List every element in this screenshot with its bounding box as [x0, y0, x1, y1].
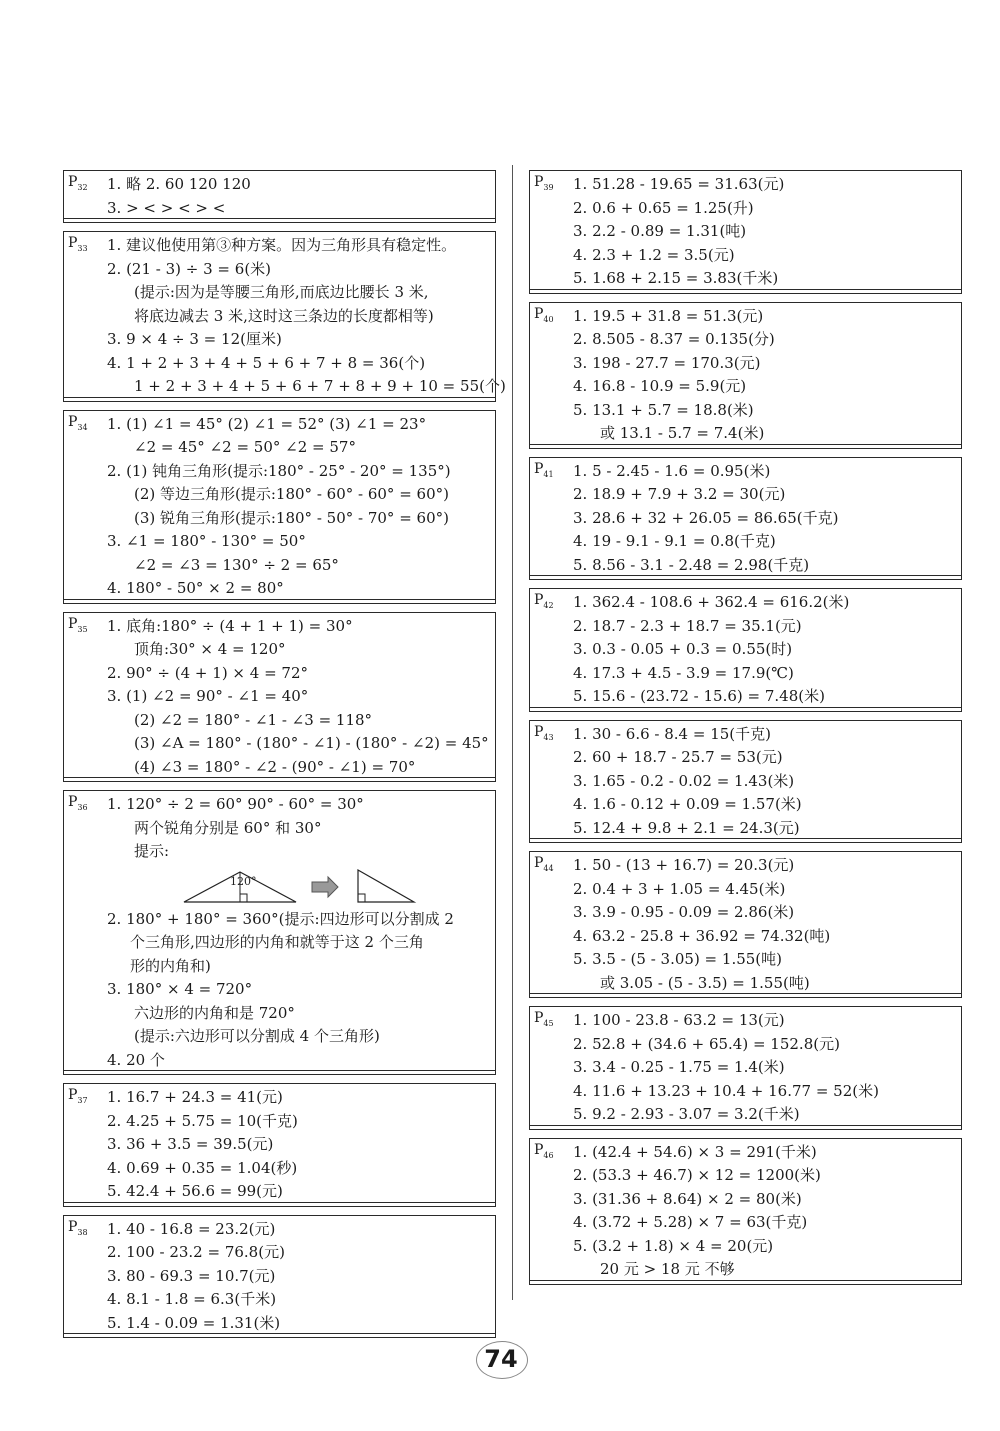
answer-line: 1. 100 - 23.8 - 63.2 = 13(元) — [573, 1011, 785, 1029]
answer-line: 2. 8.505 - 8.37 = 0.135(分) — [573, 330, 775, 348]
answer-line: 3. 3.4 - 0.25 - 1.75 = 1.4(米) — [573, 1058, 785, 1076]
answer-line: 2. (1) 钝角三角形(提示:180° - 25° - 20° = 135°) — [107, 461, 451, 480]
answer-column-right — [529, 170, 962, 1293]
answer-line: 3. 2.2 - 0.89 = 1.31(吨) — [573, 222, 747, 240]
page-reference-label — [534, 1011, 554, 1031]
page-reference-letter: P — [68, 413, 78, 430]
page-reference-number: 46 — [543, 1150, 554, 1160]
apex-angle-label: 120° — [230, 874, 257, 888]
answer-line: 20 元 > 18 元 不够 — [600, 1260, 735, 1278]
answer-line: 3. 80 - 69.3 = 10.7(元) — [107, 1266, 276, 1285]
page-reference-letter: P — [534, 1010, 544, 1026]
answer-line: 1. 30 - 6.6 - 8.4 = 15(千克) — [573, 724, 771, 743]
answer-line: (4) ∠3 = 180° - ∠2 - (90° - ∠1) = 70° — [134, 757, 416, 776]
answer-line: 3. 9 × 4 ÷ 3 = 12(厘米) — [107, 330, 282, 348]
answer-box-p32 — [63, 170, 496, 223]
answer-line: 1. 16.7 + 24.3 = 41(元) — [107, 1088, 283, 1106]
answer-line: 3. ∠1 = 180° - 130° = 50° — [107, 532, 306, 550]
answer-line: 4. 0.69 + 0.35 = 1.04(秒) — [107, 1158, 298, 1177]
page-reference-letter: P — [68, 174, 78, 190]
answer-line: 形的内角和) — [130, 956, 211, 975]
answer-line: 4. 1 + 2 + 3 + 4 + 5 + 6 + 7 + 8 = 36(个) — [107, 353, 426, 372]
answer-line: 3. (1) ∠2 = 90° - ∠1 = 40° — [107, 687, 309, 705]
page-reference-number: 42 — [543, 600, 554, 610]
page-reference-number: 43 — [543, 732, 554, 742]
answer-line: 2. 4.25 + 5.75 = 10(千克) — [107, 1111, 298, 1130]
answer-box-p45 — [529, 1006, 962, 1130]
answer-line: 或 3.05 - (5 - 3.5) = 1.55(吨) — [600, 973, 810, 992]
answer-line: 3. 1.65 - 0.2 - 0.02 = 1.43(米) — [573, 771, 795, 790]
page-number: 74 — [470, 1339, 532, 1379]
answer-line: 3. 36 + 3.5 = 39.5(元) — [107, 1135, 274, 1153]
answer-box-p35 — [63, 612, 496, 783]
answer-line: (提示:因为是等腰三角形,而底边比腰长 3 米, — [134, 283, 429, 301]
answer-line: 个三角形,四边形的内角和就等于这 2 个三角 — [130, 933, 424, 951]
page-reference-number: 37 — [77, 1095, 88, 1105]
answer-line: 1. 40 - 16.8 = 23.2(元) — [107, 1219, 276, 1238]
answer-line: 1. 50 - (13 + 16.7) = 20.3(元) — [573, 856, 795, 874]
answer-line: 5. 12.4 + 9.8 + 2.1 = 24.3(元) — [573, 818, 800, 837]
page-reference-letter: P — [534, 592, 544, 608]
answer-line: 5. 3.5 - (5 - 3.05) = 1.55(吨) — [573, 950, 782, 968]
page-reference-label — [534, 462, 554, 482]
answer-line: 5. 9.2 - 2.93 - 3.07 = 3.2(千米) — [573, 1105, 800, 1123]
answer-line: 1. (1) ∠1 = 45° (2) ∠1 = 52° (3) ∠1 = 23° — [107, 414, 427, 433]
answer-line: 1. 5 - 2.45 - 1.6 = 0.95(米) — [573, 461, 771, 480]
answer-box-p46 — [529, 1138, 962, 1285]
answer-line: 4. 11.6 + 13.23 + 10.4 + 16.77 = 52(米) — [573, 1081, 879, 1100]
page-reference-letter: P — [68, 1087, 78, 1103]
page-reference-number: 41 — [543, 469, 554, 479]
page-reference-label — [68, 1220, 88, 1240]
answer-line: 3. 3.9 - 0.95 - 0.09 = 2.86(米) — [573, 903, 795, 921]
answer-line: 4. 180° - 50° × 2 = 80° — [107, 579, 284, 597]
answer-box-p33 — [63, 231, 506, 402]
page-reference-label — [534, 307, 554, 327]
page-reference-label — [68, 617, 88, 637]
answer-line: 5. 8.56 - 3.1 - 2.48 = 2.98(千克) — [573, 555, 810, 574]
answer-line: 2. (21 - 3) ÷ 3 = 6(米) — [107, 259, 272, 278]
answer-line: 1. 51.28 - 19.65 = 31.63(元) — [573, 175, 785, 193]
page-reference-label — [534, 856, 554, 876]
answer-line: 两个锐角分别是 60° 和 30° — [134, 818, 322, 837]
page-reference-letter: P — [534, 1141, 544, 1158]
answer-line: 1. 底角:180° ÷ (4 + 1 + 1) = 30° — [107, 616, 353, 635]
answer-line: ∠2 = ∠3 = 130° ÷ 2 = 65° — [134, 555, 339, 574]
answer-box-p36 — [63, 790, 496, 1075]
answer-box-p44 — [529, 851, 962, 998]
answer-box-p42 — [529, 588, 962, 712]
answer-line: 3. 198 - 27.7 = 170.3(元) — [573, 353, 761, 372]
answer-line: 2. 18.9 + 7.9 + 3.2 = 30(元) — [573, 485, 786, 503]
answer-box-p40 — [529, 302, 962, 449]
answer-line: 提示: — [134, 842, 170, 860]
answer-box-p38 — [63, 1215, 496, 1339]
page-reference-letter: P — [68, 794, 78, 810]
page-reference-letter: P — [68, 235, 78, 251]
answer-line: 5. 1.4 - 0.09 = 1.31(米) — [107, 1313, 281, 1332]
answer-line: 5. 15.6 - (23.72 - 15.6) = 7.48(米) — [573, 687, 825, 705]
page-reference-label — [68, 415, 88, 435]
answer-line: 或 13.1 - 5.7 = 7.4(米) — [600, 424, 765, 442]
answer-line: 3. 180° × 4 = 720° — [107, 980, 253, 998]
page-reference-number: 35 — [77, 624, 88, 634]
answer-line: 1 + 2 + 3 + 4 + 5 + 6 + 7 + 8 + 9 + 10 = 55(个) — [134, 377, 506, 395]
answer-line: 4. 2.3 + 1.2 = 3.5(元) — [573, 245, 735, 264]
answer-column-left — [63, 170, 506, 1346]
answer-line: 1. 120° ÷ 2 = 60° 90° - 60° = 30° — [107, 795, 364, 813]
answer-line: (3) 锐角三角形(提示:180° - 50° - 70° = 60°) — [134, 508, 449, 527]
answer-line: 4. 17.3 + 4.5 - 3.9 = 17.9(℃) — [573, 663, 794, 682]
page-reference-number: 36 — [77, 802, 88, 812]
answer-line: ∠2 = 45° ∠2 = 50° ∠2 = 57° — [134, 438, 356, 456]
answer-line: 1. 19.5 + 31.8 = 51.3(元) — [573, 306, 764, 325]
page-reference-number: 34 — [77, 422, 88, 432]
answer-line: 2. 0.4 + 3 + 1.05 = 4.45(米) — [573, 879, 786, 898]
page-reference-number: 33 — [77, 243, 88, 253]
page-reference-number: 38 — [77, 1227, 88, 1237]
page-reference-number: 40 — [543, 314, 554, 324]
page-reference-number: 44 — [543, 863, 554, 873]
answer-box-p41 — [529, 457, 962, 581]
page-reference-letter: P — [68, 1218, 78, 1235]
answer-box-p34 — [63, 410, 496, 604]
answer-line: 2. 180° + 180° = 360°(提示:四边形可以分割成 2 — [107, 909, 454, 928]
answer-line: (提示:六边形可以分割成 4 个三角形) — [134, 1027, 380, 1045]
answer-box-p37 — [63, 1083, 496, 1207]
answer-line: 3. (31.36 + 8.64) × 2 = 80(米) — [573, 1189, 802, 1208]
page-reference-label — [68, 795, 88, 815]
answer-line: 4. 8.1 - 1.8 = 6.3(千米) — [107, 1290, 277, 1308]
page-reference-label — [534, 175, 554, 195]
page-reference-label — [534, 593, 554, 613]
answer-line: 1. 略 2. 60 120 120 — [107, 175, 251, 193]
answer-box-p39 — [529, 170, 962, 294]
triangle-hint-figure — [180, 864, 420, 908]
answer-line: 1. 362.4 - 108.6 + 362.4 = 616.2(米) — [573, 593, 850, 611]
answer-line: 4. 19 - 9.1 - 9.1 = 0.8(千克) — [573, 532, 776, 550]
answer-line: 六边形的内角和是 720° — [134, 1003, 295, 1022]
answer-line: 5. 42.4 + 56.6 = 99(元) — [107, 1182, 283, 1200]
page-reference-label — [534, 725, 554, 745]
page-reference-letter: P — [534, 723, 544, 740]
answer-line: 将底边减去 3 米,这时这三条边的长度都相等) — [134, 306, 434, 325]
page-reference-letter: P — [534, 305, 544, 322]
right-triangle — [358, 870, 414, 902]
page-reference-label — [68, 1088, 88, 1108]
page-reference-number: 45 — [543, 1018, 554, 1028]
answer-line: 4. (3.72 + 5.28) × 7 = 63(千克) — [573, 1213, 808, 1231]
answer-line: 2. 90° ÷ (4 + 1) × 4 = 72° — [107, 663, 309, 682]
column-divider — [512, 165, 513, 1300]
page-reference-letter: P — [534, 460, 544, 477]
answer-line: 3. 0.3 - 0.05 + 0.3 = 0.55(时) — [573, 640, 793, 658]
arrow-right-icon — [312, 877, 338, 897]
answer-line: 5. 1.68 + 2.15 = 3.83(千米) — [573, 269, 779, 287]
answer-line: 2. 60 + 18.7 - 25.7 = 53(元) — [573, 748, 783, 766]
page-reference-number: 32 — [77, 182, 88, 192]
answer-line: 4. 1.6 - 0.12 + 0.09 = 1.57(米) — [573, 795, 802, 813]
answer-box-p43 — [529, 720, 962, 844]
answer-line: 5. (3.2 + 1.8) × 4 = 20(元) — [573, 1236, 774, 1255]
answer-line: 2. 18.7 - 2.3 + 18.7 = 35.1(元) — [573, 616, 802, 635]
page-reference-label — [68, 236, 88, 256]
answer-line: 1. 建议他使用第③种方案。因为三角形具有稳定性。 — [107, 236, 457, 254]
page-reference-letter: P — [534, 174, 544, 190]
answer-line: 4. 63.2 - 25.8 + 36.92 = 74.32(吨) — [573, 926, 831, 945]
page-reference-letter: P — [68, 615, 78, 632]
answer-line: 3. 28.6 + 32 + 26.05 = 86.65(千克) — [573, 508, 839, 527]
answer-line: 4. 16.8 - 10.9 = 5.9(元) — [573, 377, 747, 395]
page-reference-label — [534, 1143, 554, 1163]
answer-line: (2) 等边三角形(提示:180° - 60° - 60° = 60°) — [134, 485, 449, 503]
hint-figure — [64, 864, 489, 908]
answer-line: 2. (53.3 + 46.7) × 12 = 1200(米) — [573, 1166, 821, 1184]
answer-line: 2. 52.8 + (34.6 + 65.4) = 152.8(元) — [573, 1034, 840, 1053]
answer-line: (3) ∠A = 180° - (180° - ∠1) - (180° - ∠2) = 45° — [134, 734, 489, 752]
page-reference-letter: P — [534, 855, 544, 871]
answer-line: 2. 0.6 + 0.65 = 1.25(升) — [573, 198, 754, 217]
page-reference-label — [68, 175, 88, 195]
answer-line: 顶角:30° × 4 = 120° — [134, 640, 286, 658]
answer-line: 5. 13.1 + 5.7 = 18.8(米) — [573, 400, 754, 419]
right-angle-mark — [240, 894, 247, 902]
answer-line: 3. > < > < > < — [107, 198, 226, 217]
answer-line: 2. 100 - 23.2 = 76.8(元) — [107, 1243, 285, 1261]
answer-line: (2) ∠2 = 180° - ∠1 - ∠3 = 118° — [134, 710, 373, 729]
right-angle-mark — [358, 894, 365, 902]
answer-line: 4. 20 个 — [107, 1050, 165, 1069]
page-reference-number: 39 — [543, 182, 554, 192]
answer-line: 1. (42.4 + 54.6) × 3 = 291(千米) — [573, 1142, 817, 1161]
